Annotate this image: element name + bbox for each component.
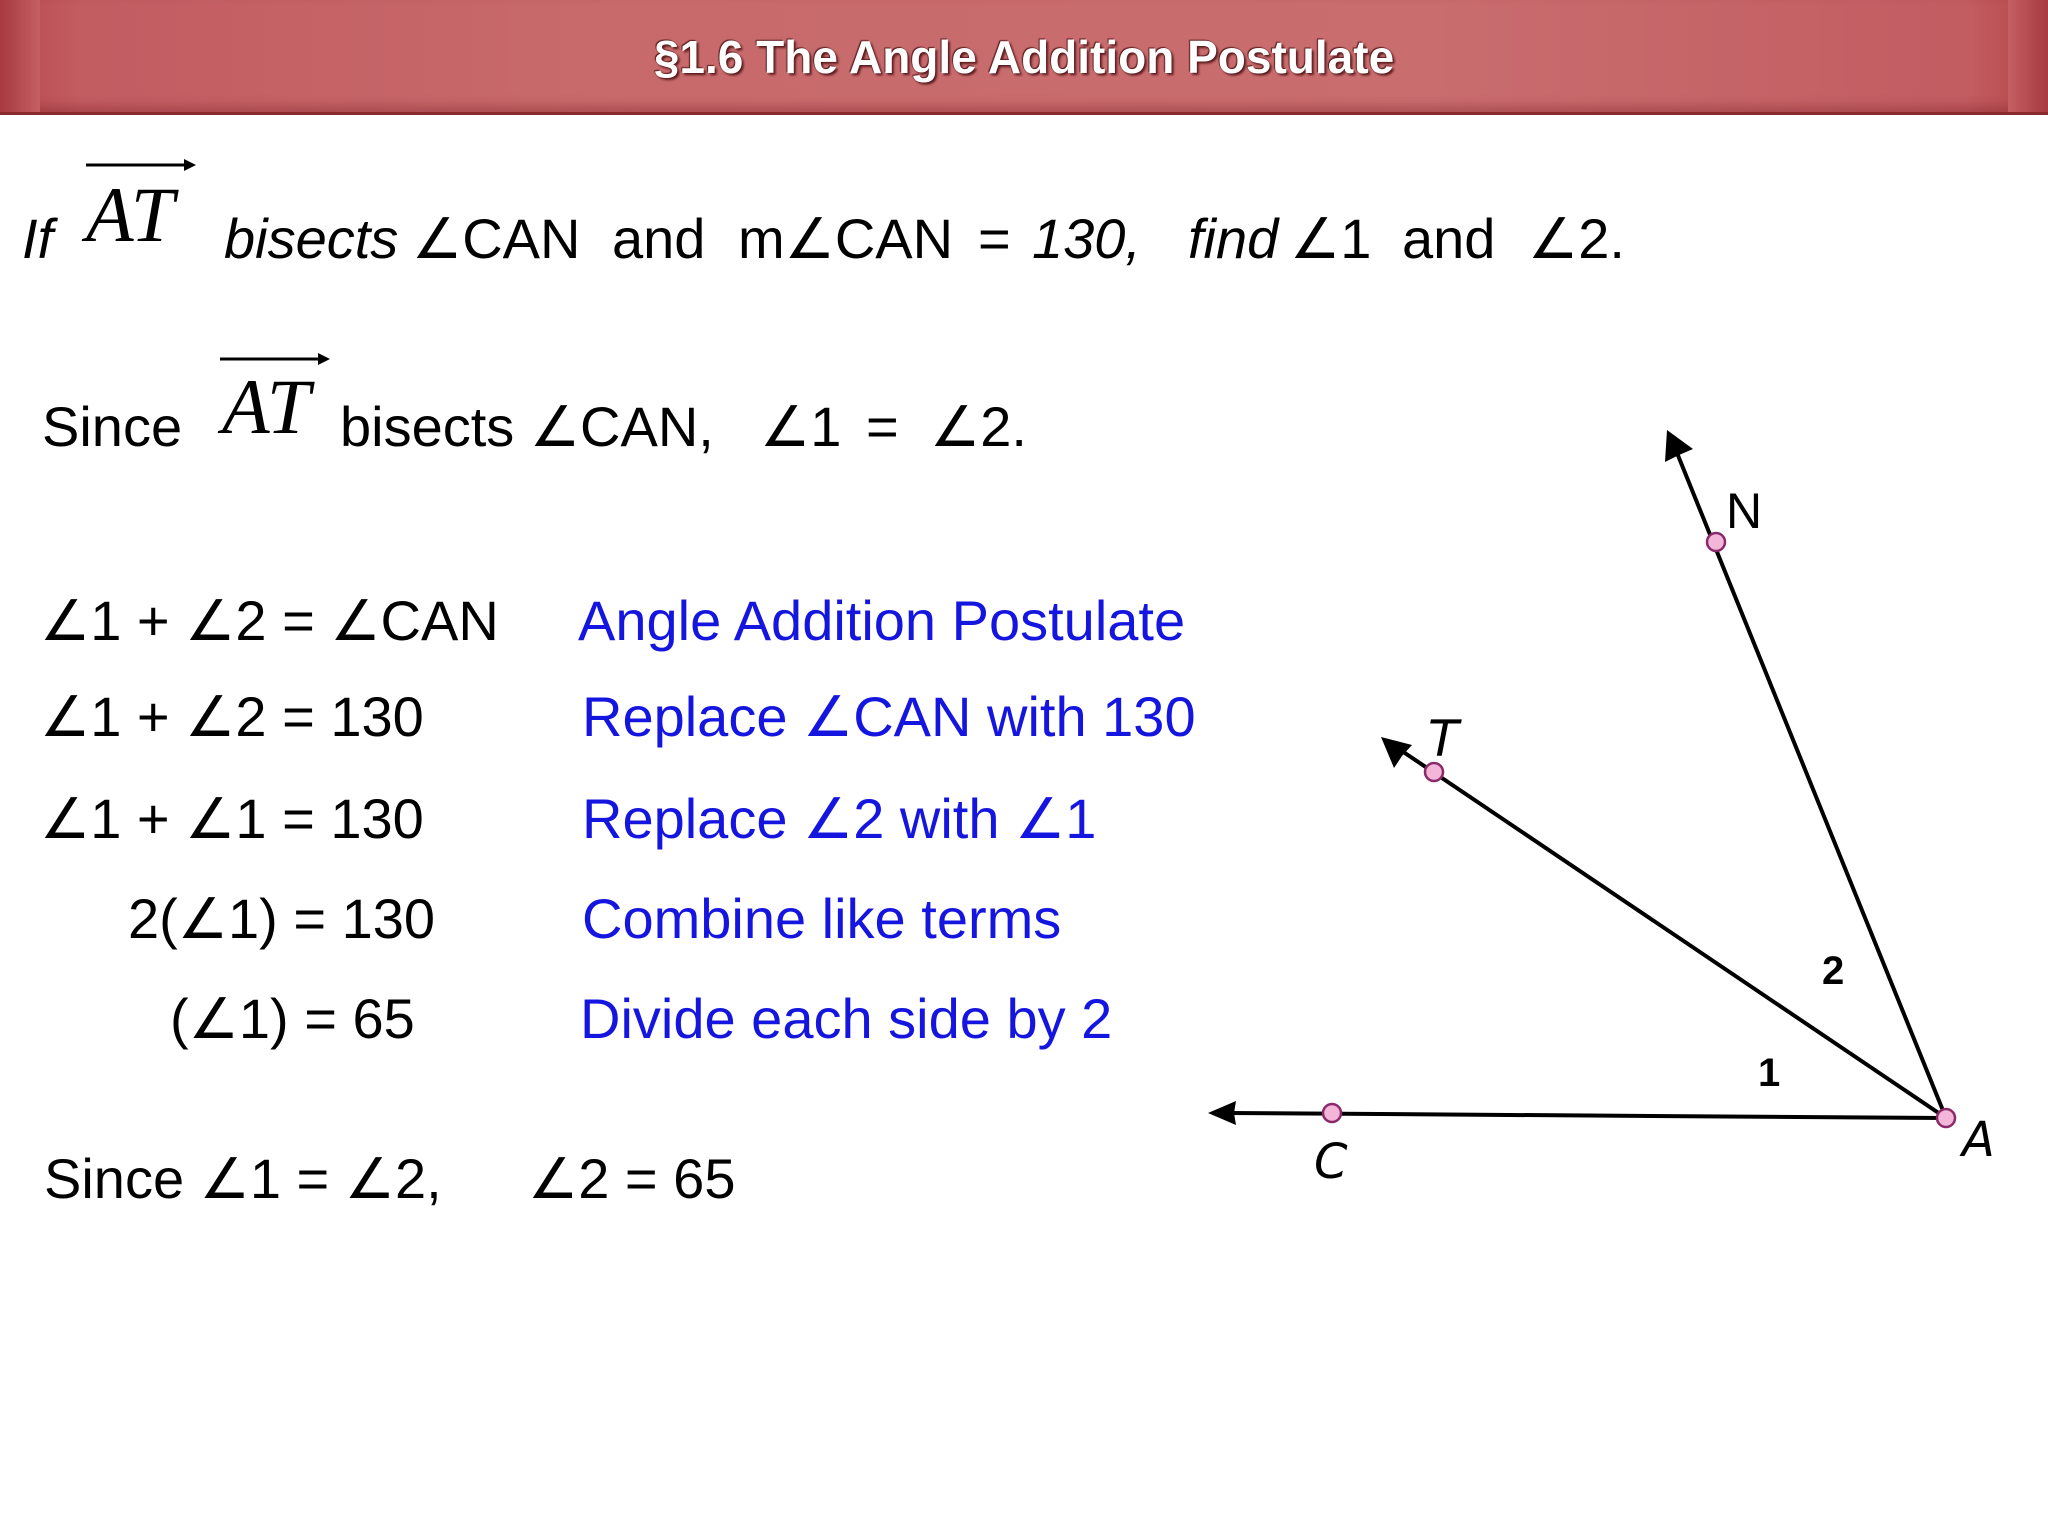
since-angle-2: ∠2. [930, 395, 1027, 458]
problem-m-can: m∠CAN [738, 207, 954, 270]
conclusion-result: ∠2 = 65 [528, 1147, 736, 1210]
since-equals: = [866, 395, 899, 458]
label-a: A [1962, 1112, 1995, 1168]
label-angle-1: 1 [1758, 1051, 1781, 1095]
point-n [1707, 533, 1725, 551]
label-t: T [1428, 710, 1459, 768]
problem-angle-1: ∠1 [1290, 207, 1372, 270]
problem-equals: = [978, 207, 1011, 270]
label-angle-2: 2 [1822, 949, 1845, 993]
problem-find: find [1188, 207, 1279, 270]
step-reason: Replace ∠2 with ∠1 [582, 787, 1097, 850]
point-a [1937, 1109, 1955, 1127]
ray-at-2: AT [222, 363, 311, 450]
step-reason: Replace ∠CAN with 130 [582, 685, 1196, 748]
since-angle-1: ∠1 [760, 395, 842, 458]
slide-title: §1.6 The Angle Addition Postulate [653, 31, 1395, 83]
point-c [1323, 1104, 1341, 1122]
problem-and-2: and [1402, 207, 1496, 270]
step-reason: Combine like terms [582, 887, 1062, 950]
step-expression: ∠1 + ∠2 = 130 [40, 685, 424, 748]
step-expression: ∠1 + ∠2 = ∠CAN [40, 589, 499, 652]
step-expression: (∠1) = 65 [170, 987, 415, 1050]
conclusion-since: Since ∠1 = ∠2, [44, 1147, 442, 1210]
step-expression: ∠1 + ∠1 = 130 [40, 787, 424, 850]
step-expression: 2(∠1) = 130 [128, 887, 436, 950]
since-bisects: bisects ∠CAN, [340, 395, 714, 458]
problem-if: If [22, 207, 54, 270]
label-n: N [1726, 483, 1763, 539]
since-label: Since [42, 395, 183, 458]
step-reason: Divide each side by 2 [580, 987, 1113, 1050]
problem-angle-2: ∠2. [1528, 207, 1625, 270]
arrow-c-icon [1208, 1101, 1236, 1125]
problem-angle-can: ∠CAN [412, 207, 581, 270]
ray-at-line [1396, 747, 1946, 1118]
label-c: C [1314, 1134, 1348, 1190]
ray-at: AT [86, 171, 175, 258]
problem-value: 130, [1032, 207, 1141, 270]
problem-and: and [612, 207, 706, 270]
step-reason: Angle Addition Postulate [578, 589, 1186, 652]
problem-bisects: bisects [224, 207, 399, 270]
